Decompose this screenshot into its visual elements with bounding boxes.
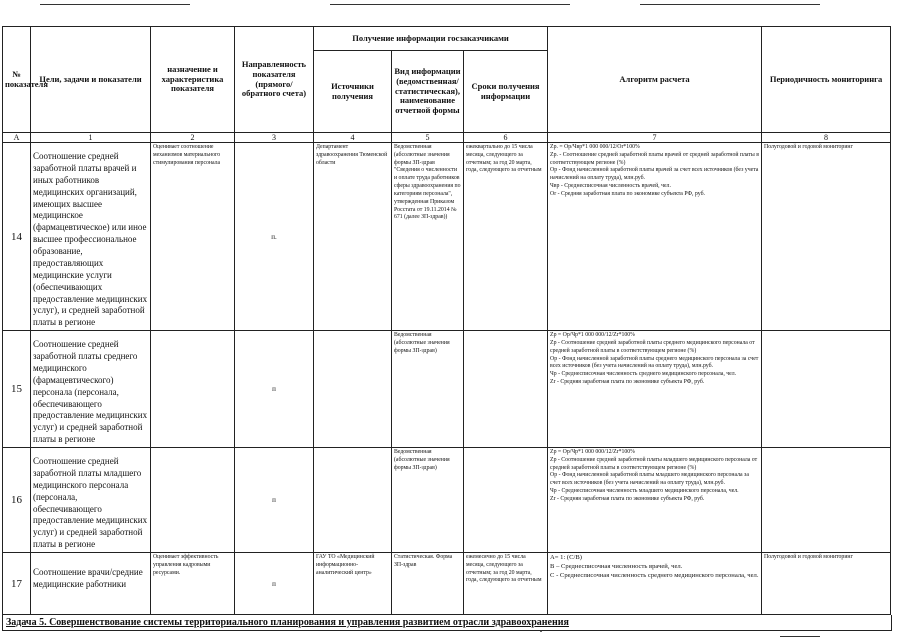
row-source bbox=[314, 331, 392, 448]
algorithm-line: Zr - Средняя заработная плата по экономике субъекта РФ, руб. bbox=[550, 379, 705, 385]
row-goal: Соотношение средней заработной платы среднего медицинского (фармацевтического) персонала (персонала, обеспечивающего предоставление медицинских услуг) и средней заработной платы в регионе bbox=[31, 331, 151, 448]
row-direction: п. bbox=[235, 143, 314, 331]
header-algorithm: Алгоритм расчета bbox=[548, 27, 762, 133]
task-heading: Задача 5. Совершенствование системы территориального планирования и управления развитием отрасли здравоохранения bbox=[2, 615, 892, 631]
row-algorithm bbox=[548, 331, 762, 448]
header-period: Периодичность мониторинга bbox=[762, 27, 891, 133]
row-period bbox=[762, 331, 891, 448]
scan-speck bbox=[540, 630, 542, 632]
algorithm-line: Zp - Соотношение средней заработной платы среднего медицинского персонала от средней заработной платы в соответствующем регионе (%) bbox=[550, 339, 755, 354]
row-number: 14 bbox=[3, 143, 31, 331]
row-purpose: Оценивает эффективность управления кадровыми ресурсами. bbox=[151, 553, 235, 615]
algorithm-line: Чвр - Среднесписочная численность врачей, чел. bbox=[550, 183, 671, 190]
row-period: Полугодовой и годовой мониторинг bbox=[762, 553, 891, 615]
colnum: А bbox=[3, 133, 31, 143]
row-terms: ежемесячно до 15 числа месяца, следующего за отчетным; за год 20 марта, года, следующего за отчетным bbox=[464, 553, 548, 615]
row-purpose bbox=[151, 331, 235, 448]
colnum: 3 bbox=[235, 133, 314, 143]
indicator-table bbox=[2, 26, 891, 615]
row-algorithm bbox=[548, 448, 762, 553]
algorithm-line: Zp. - Соотношение средней заработной платы врачей от средней заработной платы в соответствующем регионе (%) bbox=[550, 151, 759, 166]
row-number: 15 bbox=[3, 331, 31, 448]
colnum: 5 bbox=[392, 133, 464, 143]
algorithm-line: Op - Фонд начисленной заработной платы врачей за счет всех источников (без учета начислений на оплату труда), млн.руб. bbox=[550, 167, 759, 182]
column-number-row bbox=[3, 133, 891, 143]
colnum: 4 bbox=[314, 133, 392, 143]
row-direction: п bbox=[235, 553, 314, 615]
algorithm-line: Zr - Средняя заработная плата по экономике субъекта РФ, руб. bbox=[550, 495, 705, 502]
header-direction: Направленность показателя (прямого/обратного счета) bbox=[235, 27, 314, 133]
scan-top-rule bbox=[330, 4, 570, 5]
algorithm-line: Op - Фонд начисленной заработной платы младшего медицинского персонала за счет всех источников (без учета начислений на оплату труда), млн.руб. bbox=[550, 472, 749, 487]
row-terms bbox=[464, 448, 548, 553]
indicator-table-sheet bbox=[2, 26, 890, 631]
algorithm-line: Op - Фонд начисленной заработной платы среднего медицинского персонала за счет всех источников (без учета начислений на оплату труда), млн.руб. bbox=[550, 355, 759, 370]
row-goal: Соотношение врачи/средние медицинские работники bbox=[31, 553, 151, 615]
row-source: Департамент здравоохранения Тюменской области bbox=[314, 143, 392, 331]
header-number: № показателя bbox=[3, 27, 31, 133]
row-form: Ведомственная (абсолютные значения формы ЗП-здрав "Сведения о численности и оплате труда работников сферы здравоохранения по категориям персонала", утвержденная Приказом Росстата от 19.11.2014 № 671 (далее ЗП-здрав)) bbox=[392, 143, 464, 331]
algorithm-line: Чр - Среднесписочная численность среднего медицинского персонала, чел. bbox=[550, 371, 737, 378]
scan-top-rule bbox=[40, 4, 190, 5]
row-source bbox=[314, 448, 392, 553]
table-row bbox=[3, 448, 891, 553]
row-number: 16 bbox=[3, 448, 31, 553]
colnum: 6 bbox=[464, 133, 548, 143]
row-number: 17 bbox=[3, 553, 31, 615]
row-purpose: Оценивает соотношение механизмов материального стимулирования персонала bbox=[151, 143, 235, 331]
row-period bbox=[762, 448, 891, 553]
algorithm-line: С - Среднесписочная численность среднего медицинского персонала, чел. bbox=[550, 571, 759, 579]
row-purpose bbox=[151, 448, 235, 553]
row-source: ГАУ ТО «Медицинский информационно-аналитический центр» bbox=[314, 553, 392, 615]
colnum: 7 bbox=[548, 133, 762, 143]
row-direction: п bbox=[235, 448, 314, 553]
row-terms: ежеквартально до 15 числа месяца, следующего за отчетным; за год 20 марта, года, следующего за отчетным bbox=[464, 143, 548, 331]
algorithm-line: Чр - Среднесписочная численность младшего медицинского персонала, чел. bbox=[550, 488, 739, 495]
row-algorithm bbox=[548, 553, 762, 615]
row-terms bbox=[464, 331, 548, 448]
row-algorithm bbox=[548, 143, 762, 331]
row-direction: п bbox=[235, 331, 314, 448]
scan-bottom-rule bbox=[780, 636, 820, 637]
row-period: Полугодовой и годовой мониторинг bbox=[762, 143, 891, 331]
algorithm-line: Zp - Соотношение средней заработной платы младшего медицинского персонала от средней заработной платы в соответствующем регионе (%) bbox=[550, 456, 758, 471]
algorithm-line: А= 1: (С/В) bbox=[550, 554, 582, 561]
row-form: Ведомственная (абсолютные значения формы ЗП-здрав) bbox=[392, 331, 464, 448]
header-terms: Сроки получения информации bbox=[464, 51, 548, 133]
row-goal: Соотношение средней заработной платы врачей и иных работников медицинских организаций, имеющих высшее медицинское (фармацевтическое) или иное высшее профессиональное образование, предоставляющих медицинские услуги (обеспечивающих предоставление медицинских услуг), и средней заработной платы в регионе bbox=[31, 143, 151, 331]
algorithm-line: Or - Средняя заработная плата по экономике субъекта РФ, руб. bbox=[550, 190, 705, 197]
colnum: 8 bbox=[762, 133, 891, 143]
row-goal: Соотношение средней заработной платы младшего медицинского персонала (персонала, обеспечивающего предоставление медицинских услуг) и средней заработной платы в регионе bbox=[31, 448, 151, 553]
colnum: 1 bbox=[31, 133, 151, 143]
algorithm-line: Zp = Op/Чр*1 000 000/12/Zr*100% bbox=[550, 332, 635, 339]
algorithm-line: Zp = Op/Чр*1 000 000/12/Zr*100% bbox=[550, 449, 635, 455]
header-goal: Цели, задачи и показатели bbox=[31, 27, 151, 133]
row-form: Ведомственная (абсолютные значения формы ЗП-здрав) bbox=[392, 448, 464, 553]
table-row bbox=[3, 143, 891, 331]
header-sources: Источники получения bbox=[314, 51, 392, 133]
header-purpose: назначение и характеристика показателя bbox=[151, 27, 235, 133]
colnum: 2 bbox=[151, 133, 235, 143]
algorithm-line: В – Среднесписочная численность врачей, чел. bbox=[550, 562, 683, 570]
table-row bbox=[3, 331, 891, 448]
header-info-group: Получение информации госзаказчиками bbox=[314, 27, 548, 51]
algorithm-line: Zp. = Op/Чвр*1 000 000/12/Or*100% bbox=[550, 144, 640, 150]
table-row bbox=[3, 553, 891, 615]
row-form: Статистическая. Форма ЗП-здрав bbox=[392, 553, 464, 615]
header-form: Вид информации (ведомственная/статистическая), наименование отчетной формы bbox=[392, 51, 464, 133]
scan-top-rule bbox=[640, 4, 820, 5]
